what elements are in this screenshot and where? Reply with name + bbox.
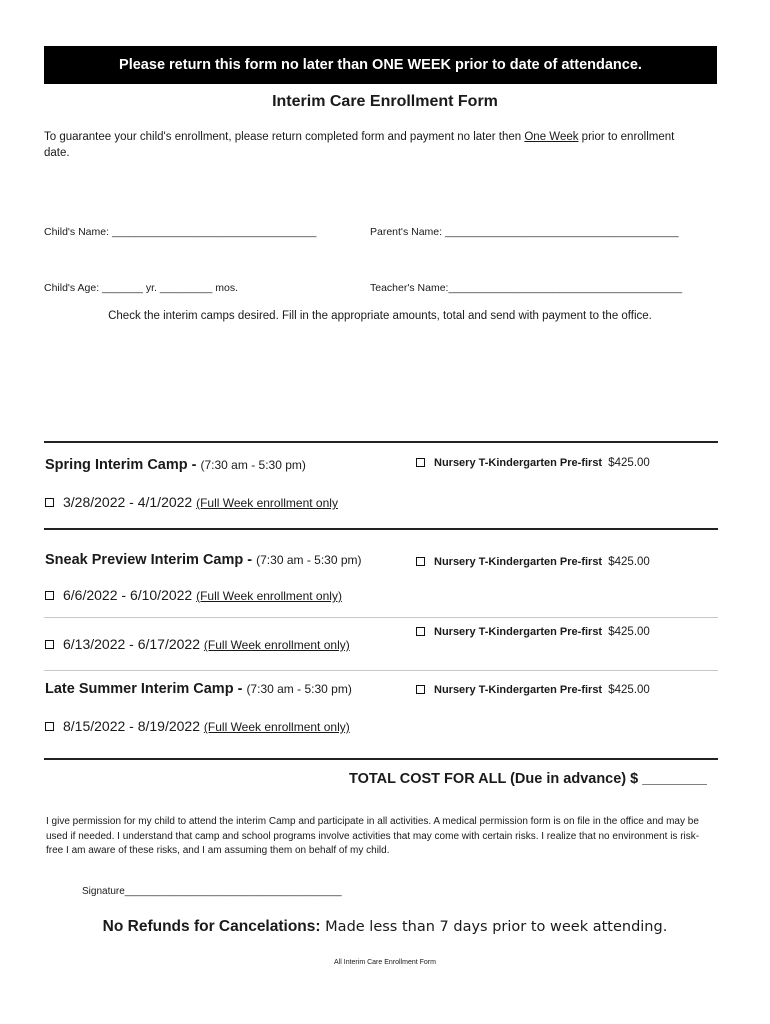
permission-statement: I give permission for my child to attend the interim Camp and participate in all activities. A medical permission form is on file in the office and may be used if needed. I understand that camp and school programs involve activities that may come with certain risks. I realize that no environment is risk-free I am aware of these risks, and I am assuming them on behalf of my child. <box>46 816 700 856</box>
date-range: 8/15/2022 - 8/19/2022 <box>63 718 204 734</box>
enrollment-note: (Full Week enrollment only) <box>203 638 350 652</box>
form-title: Interim Care Enrollment Form <box>272 93 498 110</box>
price: $425.00 <box>608 556 650 568</box>
child-age-field[interactable]: Child's Age: _______ yr. _________ mos. <box>44 282 239 294</box>
camp-hours: (7:30 am - 5:30 pm) <box>246 682 352 696</box>
instructions: Check the interim camps desired. Fill in the appropriate amounts, total and send with payment to the office. <box>108 310 652 322</box>
checkbox-icon[interactable] <box>45 591 54 600</box>
section-divider <box>44 758 718 760</box>
sneak-options-1 <box>416 556 650 568</box>
sneak-preview-camp-heading <box>45 552 362 568</box>
options-label: Nursery T-Kindergarten Pre-first <box>434 626 603 638</box>
intro-underlined: One Week <box>524 131 579 143</box>
intro-text <box>44 129 694 161</box>
spring-camp-heading <box>45 457 306 473</box>
date-range: 6/13/2022 - 6/17/2022 <box>63 636 204 652</box>
row-divider <box>44 617 718 618</box>
spring-date-row <box>45 494 338 510</box>
checkbox-icon[interactable] <box>416 627 425 636</box>
price: $425.00 <box>608 684 650 696</box>
checkbox-icon[interactable] <box>416 458 425 467</box>
late-date-row <box>45 718 350 734</box>
page-footer: All Interim Care Enrollment Form <box>334 959 436 966</box>
options-label: Nursery T-Kindergarten Pre-first <box>434 556 603 568</box>
late-summer-camp-heading <box>45 681 352 697</box>
spring-options <box>416 457 650 469</box>
price: $425.00 <box>608 457 650 469</box>
camp-hours: (7:30 am - 5:30 pm) <box>256 553 362 567</box>
checkbox-icon[interactable] <box>45 498 54 507</box>
intro-after: prior to enrollment date. <box>44 131 675 159</box>
camp-hours: (7:30 am - 5:30 pm) <box>200 458 306 472</box>
row-divider <box>44 670 718 671</box>
teacher-name-field[interactable]: Teacher's Name:________________________________________ <box>370 282 683 294</box>
no-refunds-bold: No Refunds for Cancelations: <box>102 918 321 935</box>
signature-field[interactable]: Signature_______________________________________ <box>82 886 342 897</box>
options-label: Nursery T-Kindergarten Pre-first <box>434 457 603 469</box>
sneak-options-2 <box>416 626 650 638</box>
checkbox-icon[interactable] <box>45 722 54 731</box>
enrollment-note: (Full Week enrollment only) <box>203 720 350 734</box>
price: $425.00 <box>608 626 650 638</box>
camp-name: Spring Interim Camp - <box>45 457 201 473</box>
checkbox-icon[interactable] <box>416 557 425 566</box>
sneak-date-row-1 <box>45 587 342 603</box>
camp-name: Late Summer Interim Camp - <box>45 681 247 697</box>
checkbox-icon[interactable] <box>45 640 54 649</box>
return-deadline-banner: Please return this form no later than ONE WEEK prior to date of attendance. <box>44 46 717 84</box>
section-divider <box>44 441 718 443</box>
no-refunds-notice <box>0 918 770 936</box>
camp-name: Sneak Preview Interim Camp - <box>45 552 257 568</box>
total-cost[interactable]: TOTAL COST FOR ALL (Due in advance) $ ________ <box>349 771 707 787</box>
section-divider <box>44 528 718 530</box>
sneak-date-row-2 <box>45 636 350 652</box>
late-options <box>416 684 650 696</box>
options-label: Nursery T-Kindergarten Pre-first <box>434 684 603 696</box>
checkbox-icon[interactable] <box>416 685 425 694</box>
enrollment-note: (Full Week enrollment only <box>196 496 338 510</box>
enrollment-note: (Full Week enrollment only) <box>196 589 342 603</box>
date-range: 3/28/2022 - 4/1/2022 <box>63 494 197 510</box>
parent-name-field[interactable]: Parent's Name: ________________________________________ <box>370 226 679 238</box>
child-name-field[interactable]: Child's Name: ___________________________________ <box>44 226 317 238</box>
no-refunds-rest: Made less than 7 days prior to week attending. <box>320 919 668 935</box>
date-range: 6/6/2022 - 6/10/2022 <box>63 587 197 603</box>
intro-before: To guarantee your child's enrollment, please return completed form and payment no later then <box>44 131 525 143</box>
